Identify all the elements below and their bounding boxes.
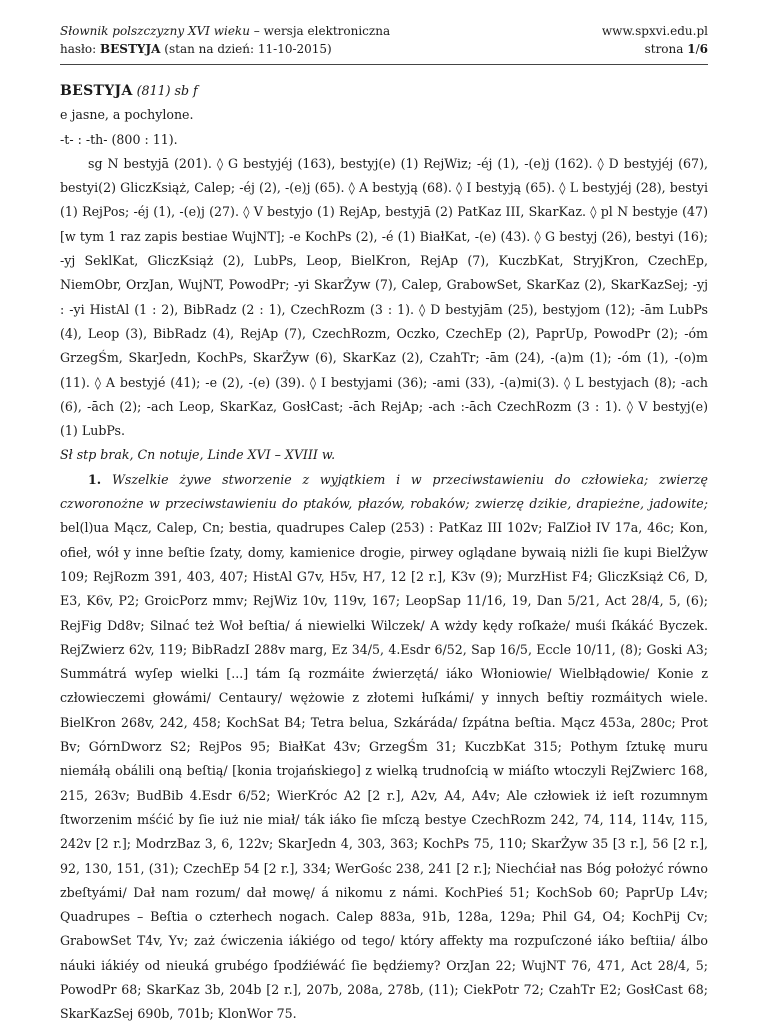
dictionary-title-line bbox=[60, 22, 390, 40]
page-header bbox=[60, 22, 708, 58]
header-left bbox=[60, 22, 390, 58]
page-prefix: strona bbox=[644, 42, 688, 56]
entry-prefix: hasło: bbox=[60, 42, 101, 56]
sense-1-paragraph bbox=[60, 468, 708, 1027]
headword: BESTYJA bbox=[60, 83, 133, 99]
entry-info-line bbox=[60, 40, 390, 58]
headword-count: (811) bbox=[136, 83, 171, 98]
spelling-variants-line: -t- : -th- (800 : 11). bbox=[60, 131, 178, 147]
page-separator: / bbox=[695, 42, 700, 56]
page-number bbox=[602, 40, 708, 58]
sense-citations: bel(l)ua Mącz, Calep, Cn; bestia, quadrupes Calep (253) : PatKaz III 102v; FalZioł IV 17a, 46c; Kon, ofieł, wół y inne beſtie ſzaty, domy, kamienice drogie, pirwey oglądane bywaią niżli ſie kupi BielŻyw 109; RejRozm 391, 403, 407; HistAl G7v, H5v, H7, 12 [2 r.], K3v (9); MurzHist F4; GliczKsiąż C6, D, E3, K6v, P2; GroicPorz mmv; RejWiz 10v, 119v, 167; LeopSap 11/16, 19, Dan 5/21, Act 28/4, 5, (6); RejFig Dd8v; Silnać też Woł beſtia/ á niewielki Wilczek/ A wżdy kędy roſkaże/ muśi ſkákáć Byczek. RejZwierz 62v, 119; BibRadzI 288v marg, Ez 34/5, 4.Esdr 6/52, Sap 16/5, Eccle 10/11, (8); Goski A3; Summátrá wyſep wielki [...] tám ſą rozmáite źwierzętá/ iáko Włoniowie/ Wielbłądowie/ Konie z człowieczemi głowámi/ Centaury/ wężowie z złotemi łuſkámi/ y innych beſtiy rozmáitych wiele. BielKron 268v, 242, 458; KochSat B4; Tetra belua, Szkáráda/ ſzpátna beſtia. Mącz 453a, 280c; Prot Bv; GórnDworz S2; RejPos 95; BiałKat 43v; GrzegŚm 31; KuczbKat 315; Pothym ſztukę muru niemáłą obálili oną beſtią/ [konia trojańskiego] z wielką trudnoſcią w miáſto wtoczyli RejZwierc 168, 215, 263v; BudBib 4.Esdr 6/52; WierKróc A2 [2 r.], A2v, A4, A4v; Ale człowiek iż ieſt rozumnym ſtworzenim mśćić by ſie iuż nie miał/ ták iáko ſie mſczą bestye CzechRozm 242, 74, 114, 114v, 115, 242v [2 r.]; ModrzBaz 3, 6, 122v; SkarJedn 4, 303, 363; KochPs 75, 110; SkarŻyw 35 [3 r.], 56 [2 r.], 92, 130, 151, (31); CzechEp 54 [2 r.], 334; WerGośc 238, 241 [2 r.]; Niechćiał nas Bóg położyć równo zbeſtyámi/ Dał nam rozum/ dał mowę/ á nikomu z námi. KochPieś 51; KochSob 60; PaprUp L4v; Quadrupes – Beſtia o czterhech nogach. Calep 883a, 91b, 128a, 129a; Phil G4, O4; KochPij Cv; GrabowSet T4v, Yv; zaż ćwiczenia iákiégo od tego/ który affekty ma rozpuſczoné iáko beſtiia/ álbo náuki iákiéy od nieuká grubégo ſpodźiéwáć ſie będźiemy? OrzJan 22; WujNT 76, 471, Act 28/4, 5; PowodPr 68; SkarKaz 3b, 204b [2 r.], 207b, 208a, 278b, (11); CiekPotr 72; CzahTr E2; GosłCast 68; SkarKazSej 690b, 701b; KlonWor 75. bbox=[60, 520, 708, 1022]
page-current: 1 bbox=[687, 42, 696, 56]
entry-word: BESTYJA bbox=[100, 42, 161, 56]
header-divider bbox=[60, 64, 708, 65]
page-total: 6 bbox=[699, 42, 708, 56]
dictionary-subtitle: – wersja elektroniczna bbox=[249, 24, 391, 38]
sources-note: Sł stp brak, Cn notuje, Linde XVI – XVIII w. bbox=[60, 447, 336, 463]
headword-line bbox=[60, 79, 708, 103]
inflection-paragraph: sg N bestyjā (201). ◊ G bestyjéj (163), bestyj(e) (1) RejWiz; -éj (1), -(e)j (162). ◊ D bestyjéj (67), bestyi(2) GliczKsiąż, Calep; -éj (2), -(e)j (65). ◊ A bestyją (68). ◊ I bestyją (65). ◊ L bestyjéj (28), bestyi (1) RejPos; -éj (1), -(e)j (27). ◊ V bestyjo (1) RejAp, bestyjā (2) PatKaz III, SkarKaz. ◊ pl N bestyje (47) [w tym 1 raz zapis bestiae WujNT]; -e KochPs (2), -é (1) BiałKat, -(e) (43). ◊ G bestyj (26), bestyi (16); -yj SeklKat, GliczKsiąż (2), LubPs, Leop, BielKron, RejAp (7), KuczbKat, StryjKron, CzechEp, NiemObr, OrzJan, WujNT, PowodPr; -yi SkarŻyw (7), Calep, GrabowSet, SkarKaz (2), SkarKazSej; -yj : -yi HistAl (1 : 2), BibRadz (2 : 1), CzechRozm (3 : 1). ◊ D bestyjām (25), bestyjom (12); -ām LubPs (4), Leop (3), BibRadz (4), RejAp (7), CzechRozm, Oczko, CzechEp (2), PaprUp, PowodPr (2); -óm GrzegŚm, SkarJedn, KochPs, SkarŻyw (6), SkarKaz (2), CzahTr; -ām (24), -(a)m (1); -óm (1), -(o)m (11). ◊ A bestyjé (41); -e (2), -(e) (39). ◊ I bestyjami (36); -ami (33), -(a)mi(3). ◊ L bestyjach (8); -ach (6), -āch (2); -ach Leop, SkarKaz, GosłCast; -āch RejAp; -ach :-āch CzechRozm (3 : 1). ◊ V bestyj(e) (1) LubPs. bbox=[60, 155, 708, 439]
part-of-speech: sb f bbox=[174, 83, 198, 98]
dictionary-title: Słownik polszczyzny XVI wieku bbox=[60, 24, 250, 38]
header-right bbox=[602, 22, 708, 58]
sense-definition: Wszelkie żywe stworzenie z wyjątkiem i w przeciwstawieniu do człowieka; zwierzę czworonożne w przeciwstawieniu do ptaków, płazów, robaków; zwierzę dzikie, drapieżne, jadowite; bbox=[60, 471, 708, 512]
pronunciation-line: e jasne, a pochylone. bbox=[60, 107, 194, 123]
entry-date: (stan na dzień: 11-10-2015) bbox=[160, 42, 332, 56]
sense-number: 1. bbox=[88, 471, 102, 487]
website-link[interactable]: www.spxvi.edu.pl bbox=[601, 24, 708, 38]
dictionary-entry bbox=[60, 79, 708, 1027]
